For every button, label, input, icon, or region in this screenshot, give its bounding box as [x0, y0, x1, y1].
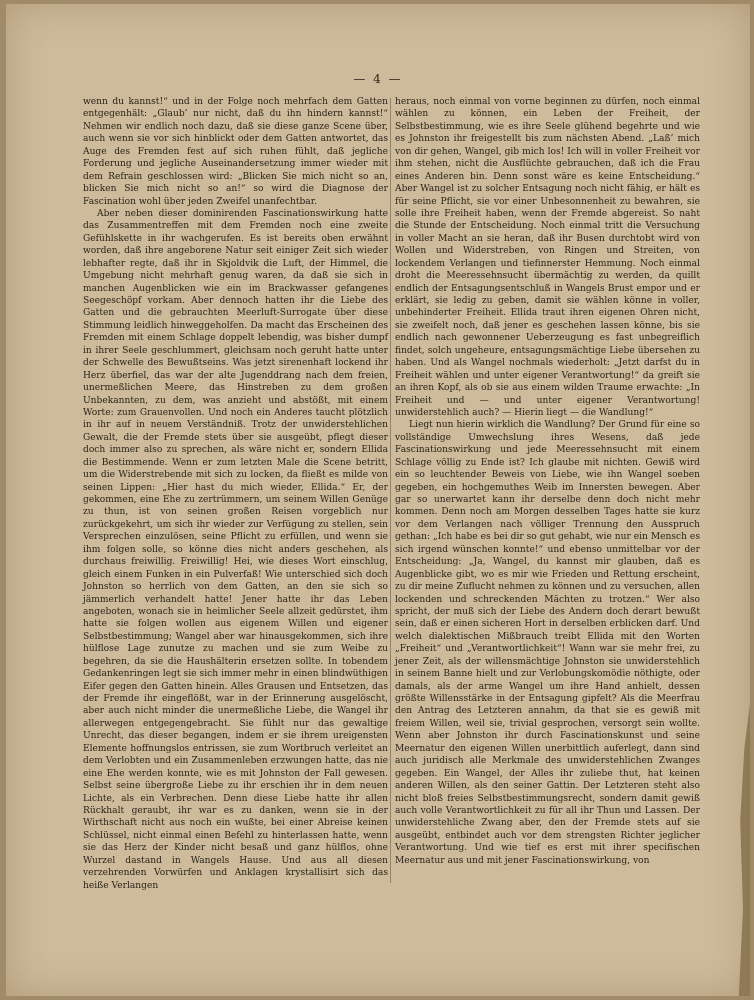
page-number: — 4 —	[353, 72, 403, 86]
left-paragraph: wenn du kannst!“ und in der Folge noch mehrfach dem Gatten entgegenhält: „Glaub’ nur nicht, daß du ihn hindern kannst!“ Nehmen wir endlich noch dazu, daß sie diese ganze Scene über, auch wenn sie vor sich hinblickt oder dem Gatten antwortet, das Auge des Fremden fest auf sich ruhen fühlt, daß jegliche Forderung und jegliche Auseinandersetzung immer wieder mit dem Refrain geschlossen wird: „Blicken Sie mich nicht so an, blicken Sie mich nicht so an!“ so wird die Diagnose der Fascination wohl über jeden Zweifel unanfechtbar.	[83, 97, 388, 207]
column-divider	[390, 98, 391, 883]
right-paragraph: Liegt nun hierin wirklich die Wandlung? Der Grund für eine so vollständige Umwechslung ihres Wesens, daß jede Fascinationswirkung und jede Meeressehnsucht mit einem Schlage völlig zu Ende ist? Ich glaube mit nichten. Gewiß wird ein so leuchtender Beweis von Liebe, wie ihn Wangel soeben gegeben, ein hochgemuthes Weib im Innersten bewegen. Aber gar so unerwartet kann ihr derselbe denn doch nicht mehr kommen. Denn noch am Morgen desselben Tages hatte sie kurz vor dem Verlangen nach völliger Trennung den Ausspruch gethan: „Ich habe es bei dir so gut gehabt, wie nur ein Mensch es sich irgend wünschen konnte!“ und ebenso unmittelbar vor der Entscheidung: „Ja, Wangel, du kannst mir glauben, daß es Augenblicke gibt, wo es mir wie Frieden und Rettung erscheint, zu dir meine Zuflucht nehmen zu können und zu versuchen, allen lockenden und schreckenden Mächten zu trotzen.“ Wer also spricht, der muß sich der Liebe des Andern doch derart bewußt sein, daß er einen sicheren Hort in derselben erblicken darf. Und welch dialektischen Mißbrauch treibt Ellida mit den Worten „Freiheit“ und „Verantwortlichkeit“! Wann war sie mehr frei, zu jener Zeit, als der willensmächtige Johnston sie unwiderstehlich in seinem Banne hielt und zur Verlobungskomödie nöthigte, oder damals, als der arme Wangel um ihre Hand anhielt, dessen größte Willensstärke in der Entsagung gipfelt? Als die Meerfrau den Antrag des Letzteren annahm, da that sie es gewiß mit freiem Willen, weil sie, trivial gesprochen, versorgt sein wollte. Wenn aber Johnston ihr durch Fascinationskunst und seine Meernatur den eigenen Willen unerbittlich auferlegt, dann sind auch juridisch alle Merkmale des unwiderstehlichen Zwanges gegeben. Ein Wangel, der Alles ihr zuliebe thut, hat keinen anderen Willen, als den seiner Gattin. Der Letzteren steht also nicht bloß freies Selbstbestimmungsrecht, sondern damit gewiß auch volle Verantwortlichkeit zu für all ihr Thun und Lassen. Der unwiderstehliche Zwang aber, den der Fremde stets auf sie ausgeübt, entbindet auch vor dem strengsten Richter jeglicher Verantwortung. Und wie tief es erst mit ihrer specifischen Meernatur aus und mit jener Fascinationswirkung, von	[395, 420, 700, 866]
right-column	[395, 96, 700, 867]
left-paragraph: Aber neben dieser dominirenden Fascinationswirkung hatte das Zusammentreffen mit dem Fremden noch eine zweite Gefühlskette in ihr wachgerufen. Es ist bereits oben erwähnt worden, daß ihre angeborene Natur seit einiger Zeit sich wieder lebhafter regte, daß ihr in Skjoldvik die Luft, der Himmel, die Umgebung nicht mehrhaft genug waren, da daß sie sich in manchen Augenblicken wie ein im Brackwasser gefangenes Seegeschöpf vorkam. Aber dennoch hatten ihr die Liebe des Gatten und die gebrauchten Meerluft-Surrogate über diese Stimmung leidlich hinweggeholfen. Da macht das Erscheinen des Fremden mit einem Schlage doppelt lebendig, was bisher dumpf in ihrer Seele geschlummert, gleichsam noch geruht hatte unter der Schwelle des Bewußtseins. Was jetzt sirenenhaft lockend ihr Herz überfiel, das war der alte Jugenddrang nach dem freien, unermeßlichen Meere, das Hinstreben zu dem großen Unbekannten, zu dem, was anzieht und abstößt, mit einem Worte: zum Grauenvollen. Und noch ein Anderes taucht plötzlich in ihr auf in neuem Verständniß. Trotz der unwiderstehlichen Gewalt, die der Fremde stets über sie ausgeübt, pflegt dieser doch immer also zu sprechen, als wäre nicht er, sondern Ellida die Bestimmende. Wenn er zum letzten Male die Scene betritt, um die Widerstrebende mit sich zu locken, da fließt es milde von seinen Lippen: „Hier hast du mich wieder, Ellida.“ Er, der gekommen, eine Ehe zu zertrümmern, um seinem Willen Genüge zu thun, ist von seinen großen Reisen vorgeblich nur zurückgekehrt, um sich ihr wieder zur Verfügung zu stellen, sein Versprechen einzulösen, seine Pflicht zu erfüllen, und wenn sie ihm folgen solle, so könne dies nicht anders geschehen, als durchaus freiwillig. Freiwillig! Hei, wie dieses Wort einschlug, gleich einem Funken in ein Pulverfaß! Wie unterschied sich doch Johnston so herrlich von dem Gatten, an den sie sich so jämmerlich verhandelt hatte! Jener hatte ihr das Leben angeboten, wonach sie in heimlicher Seele allzeit gedürstet, ihm hatte sie folgen wollen aus eigenem Willen und eigener Selbstbestimmung; Wangel aber war hinausgekommen, sich ihre hülflose Lage zunutze zu machen und sie zum Weibe zu begehren, da sie die Haushälterin ersetzen sollte. In tobendem Gedankenringen legt sie sich immer mehr in einen blindwüthigen Eifer gegen den Gatten hinein. Alles Grausen und Entsetzen, das der Fremde ihr eingeflößt, war in der Erinnerung ausgelöscht, aber auch nicht minder die unermeßliche Liebe, die Wangel ihr allerwegen entgegengebracht. Sie fühlt nur das gewaltige Unrecht, das dieser begangen, indem er sie ihrem ureigensten Elemente hoffnungslos entrissen, sie zum Wortbruch verleitet an dem Verlobten und ein Zusammenleben erzwungen hatte, das nie eine Ehe werden konnte, wie es mit Johnston der Fall gewesen. Selbst seine übergroße Liebe zu ihr erschien ihr in dem neuen Lichte, als ein Verbrechen. Denn diese Liebe hatte ihr allen Rückhalt geraubt, ihr war es zu danken, wenn sie in der Wirthschaft nicht aus noch ein wußte, bei einer Abreise keinen Schlüssel, nicht einmal einen Befehl zu hinterlassen hatte, wenn sie das Herz der Kinder nicht besaß und ganz hülflos, ohne Wurzel dastand in Wangels Hause. Und aus all diesen verzehrenden Vorwürfen und Anklagen krystallisirt sich das heiße Verlangen	[83, 208, 388, 891]
right-paragraph: heraus, noch einmal von vorne beginnen zu dürfen, noch einmal wählen zu können, ein Leben der Freiheit, der Selbstbestimmung, wie es ihre Seele glühend begehrte und wie es Johnston ihr freigestellt bis zum nächsten Abend. „Laß’ mich von dir gehen, Wangel, gib mich los! Ich will in voller Freiheit vor ihm stehen, nicht die Ausflüchte gebrauchen, daß ich die Frau eines Anderen bin. Denn sonst wäre es keine Entscheidung.“ Aber Wangel ist zu solcher Entsagung noch nicht fähig, er hält es für seine Pflicht, sie vor einer Unbesonnenheit zu bewahren, sie solle ihre Freiheit haben, wenn der Fremde abgereist. So naht die Stunde der Entscheidung. Noch einmal tritt die Versuchung in voller Macht an sie heran, daß ihr Busen durchtobt wird von Wollen und Widerstreben, von Ringen und Streiten, von lockendem Verlangen und tiefinnerster Hemmung. Noch einmal droht die Meeressehnsucht übermächtig zu werden, da quillt endlich der Entsagungsentschluß in Wangels Brust empor und er erklärt, sie ledig zu geben, damit sie wählen könne in voller, unbehinderter Freiheit. Ellida traut ihren eigenen Ohren nicht, sie zweifelt noch, daß jener es geschehen lassen könne, bis sie endlich nach gewonnener Ueberzeugung es fast unbegreiflich findet, solch ungeheure, entsagungsmächtige Liebe übersehen zu haben. Und als Wangel nochmals wiederholt: „Jetzt darfst du in Freiheit wählen und unter eigener Verantwortung!“ da greift sie an ihren Kopf, als ob sie aus einem wilden Traume erwachte: „In Freiheit und — und unter eigener Verantwortung! unwiderstehlich auch? — Hierin liegt — die Wandlung!“	[395, 97, 700, 418]
left-column	[83, 96, 388, 892]
newspaper-page	[6, 4, 750, 996]
torn-edge	[736, 704, 750, 996]
